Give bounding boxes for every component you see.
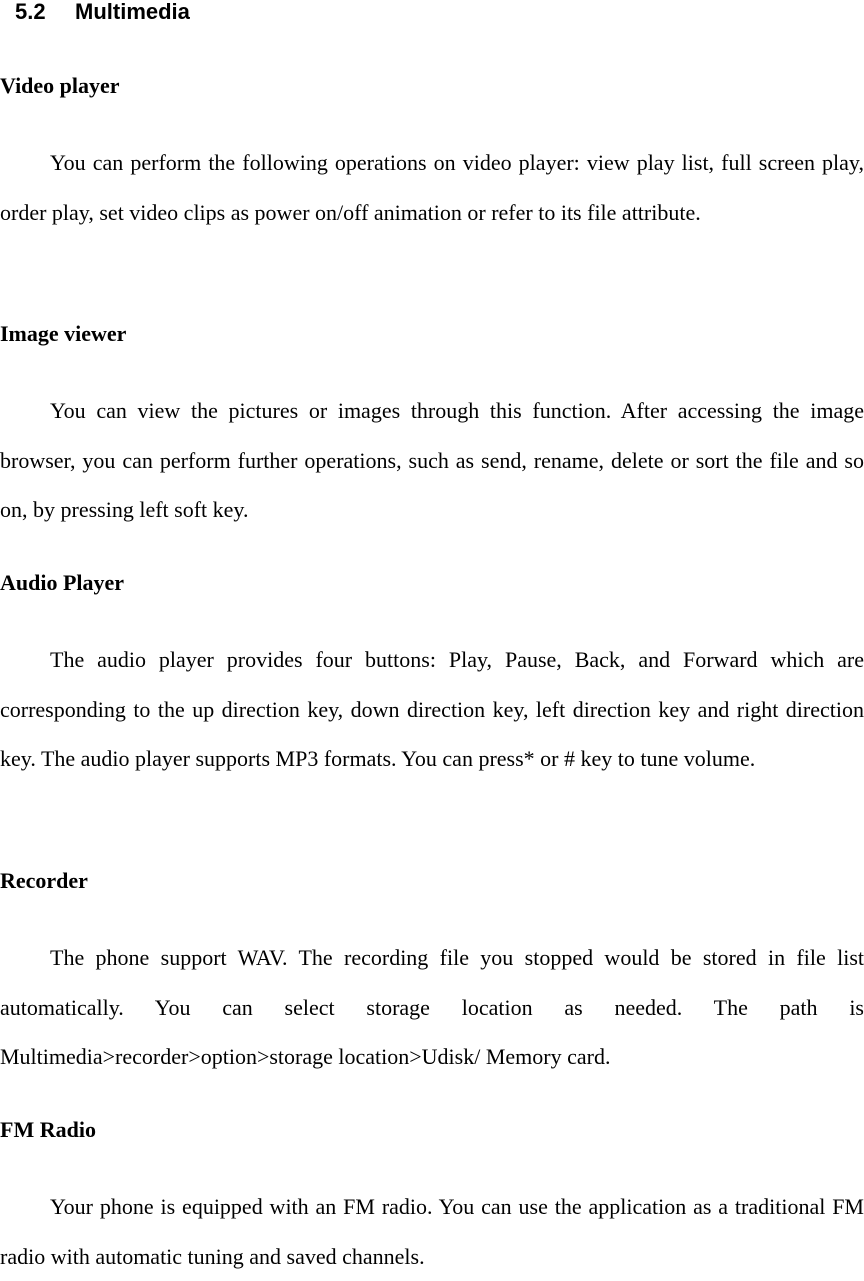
section-heading [15,0,190,24]
subsection-body: Your phone is equipped with an FM radio. You can use the application as a traditional FM radio with automatic tuning and saved channels. [0,1194,864,1269]
subsection-heading: FM Radio [0,1117,96,1142]
section-number: 5.2 [15,0,46,24]
subsection-body: You can perform the following operations on video player: view play list, full screen play, order play, set video clips as power on/off animation or refer to its file attribute. [0,150,864,225]
subsection-fm-radio [0,1116,864,1281]
subsection-heading: Recorder [0,868,88,893]
section-title: Multimedia [75,0,190,24]
subsection-body: The phone support WAV. The recording file you stopped would be stored in file list automatically. You can select storage location as needed. The path is Multimedia>recorder>option>storage location>Udisk/ Memory card. [0,945,864,1069]
subsection-heading: Video player [0,73,120,98]
subsection-audio-player [0,569,864,784]
subsection-heading: Image viewer [0,321,127,346]
subsection-image-viewer [0,320,864,535]
subsection-body: You can view the pictures or images through this function. After accessing the image browser, you can perform further operations, such as send, rename, delete or sort the file and so on, by pressing left soft key. [0,398,864,522]
subsection-heading: Audio Player [0,570,125,595]
subsection-body: The audio player provides four buttons: Play, Pause, Back, and Forward which are corresponding to the up direction key, down direction key, left direction key and right direction key. The audio player supports MP3 formats. You can press* or # key to tune volume. [0,647,864,771]
subsection-video-player [0,72,864,237]
subsection-recorder [0,867,864,1082]
